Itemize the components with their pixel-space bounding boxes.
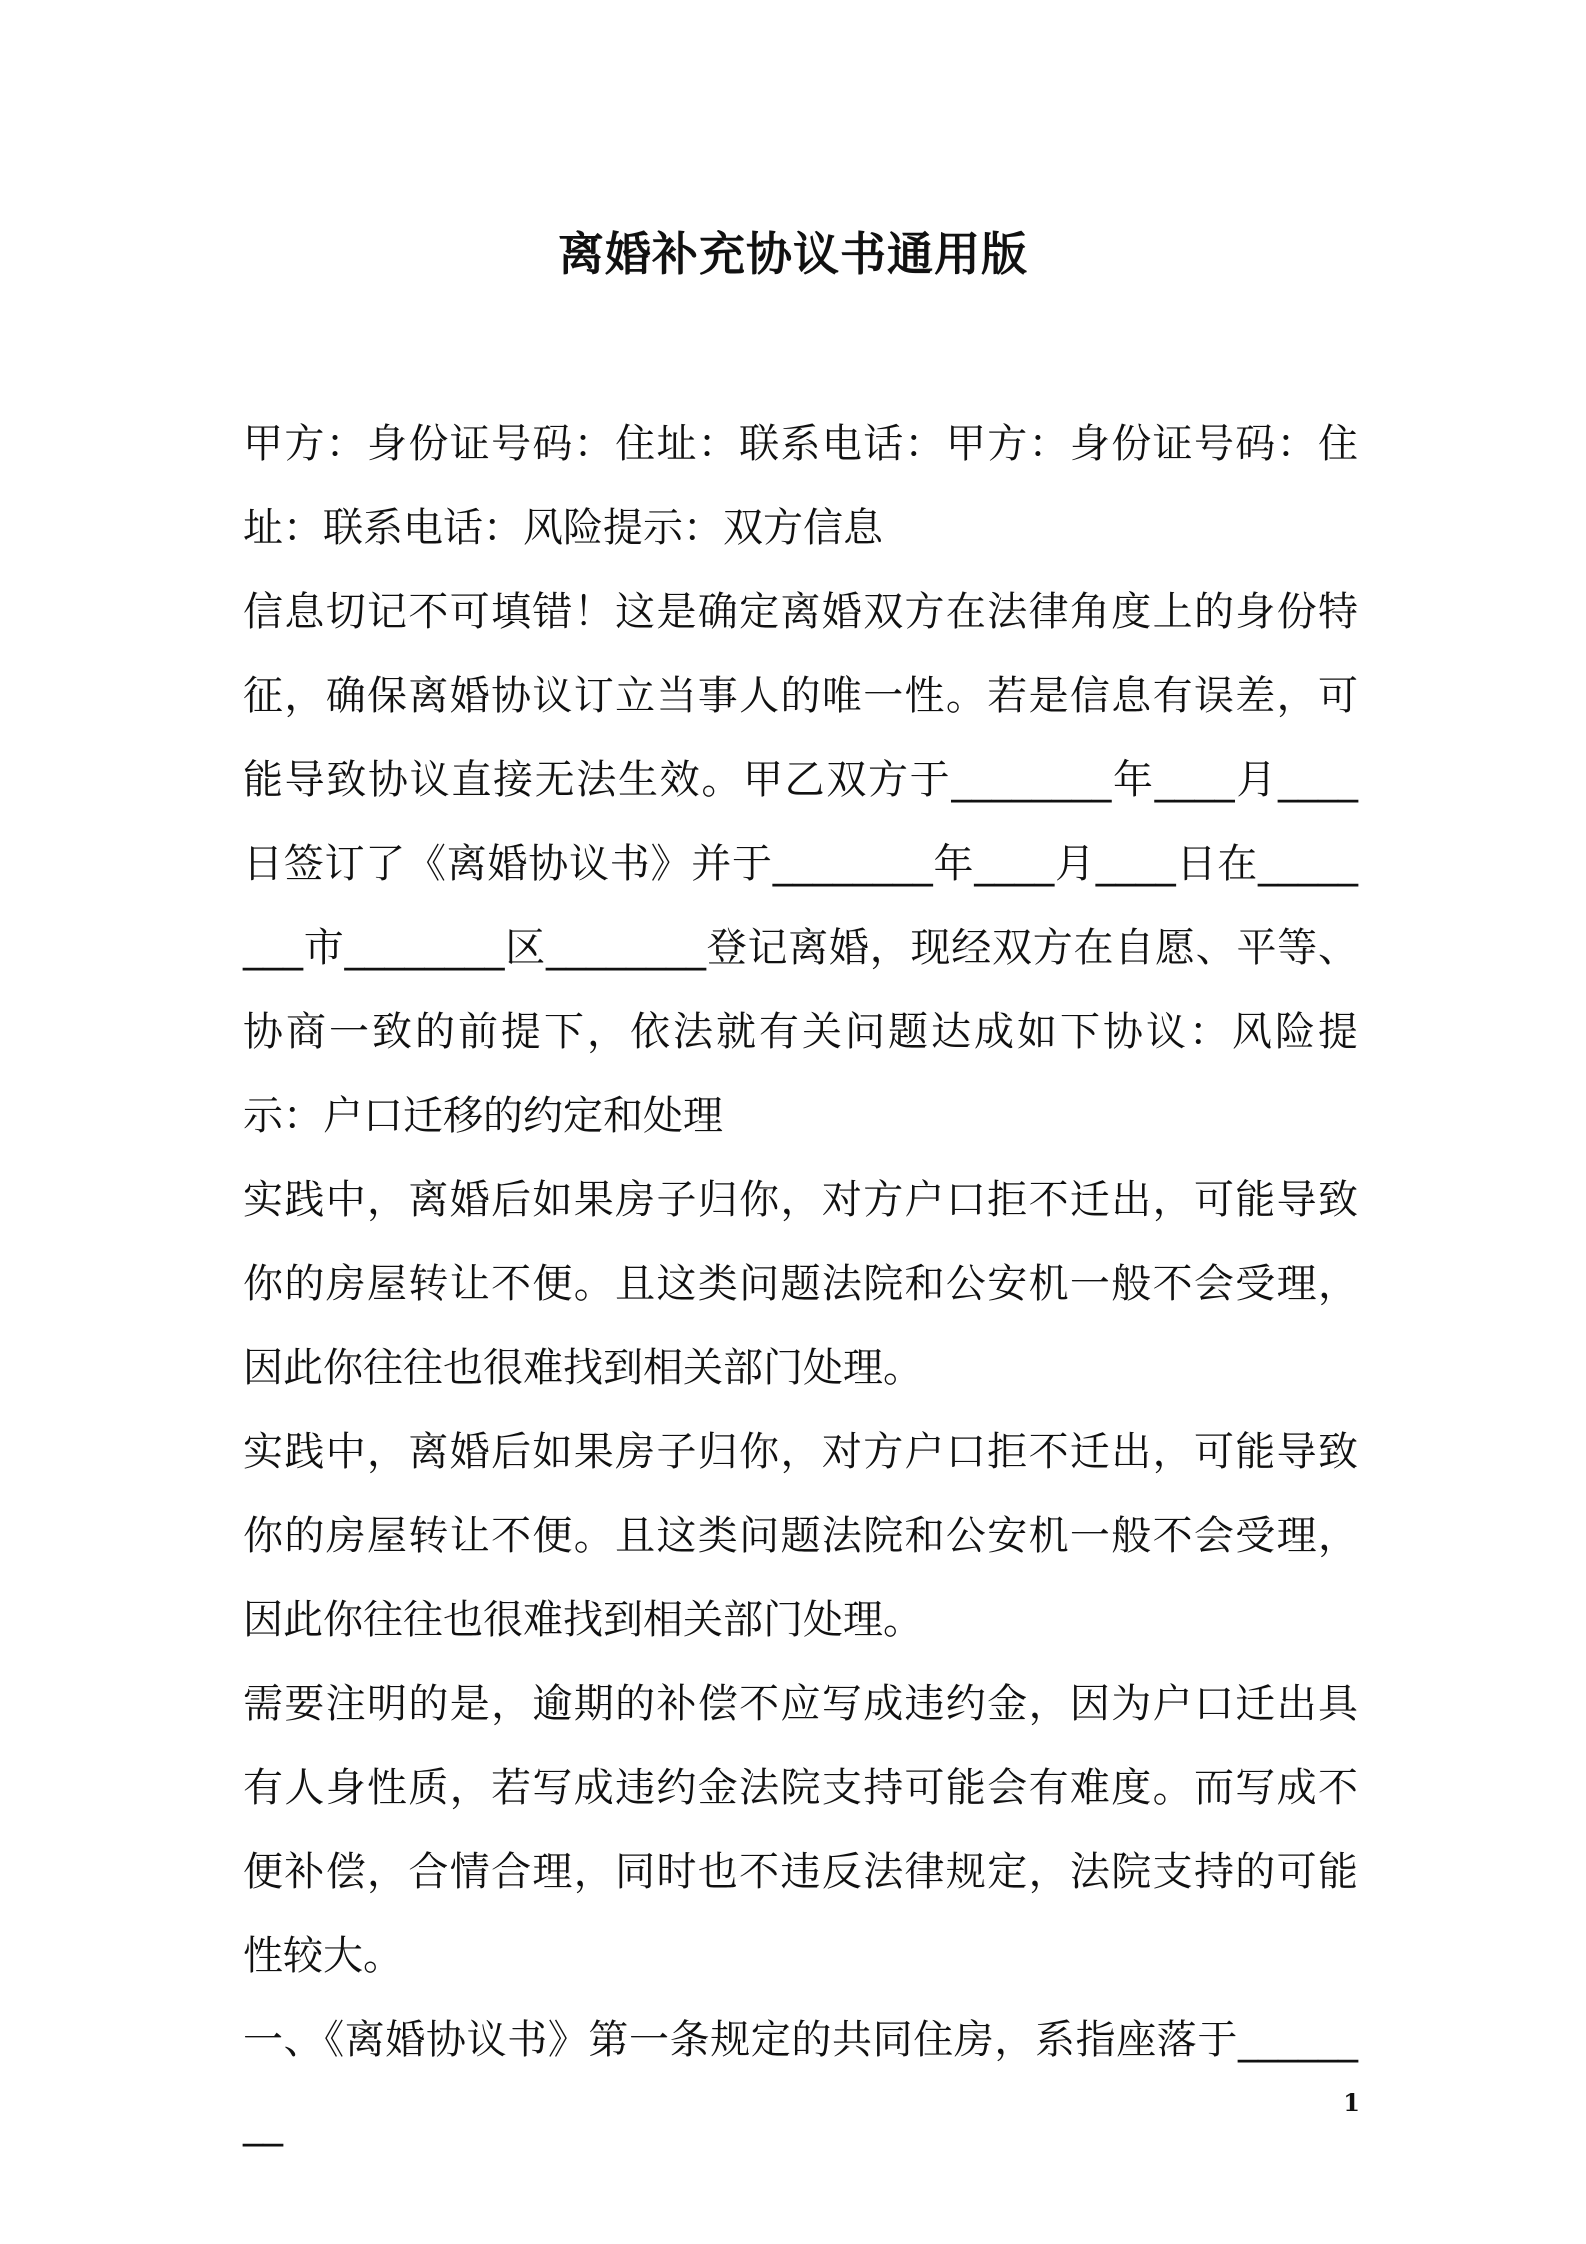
document-title: 离婚补充协议书通用版 xyxy=(558,227,1028,281)
paragraph-party-info: 甲方：身份证号码：住址：联系电话：甲方：身份证号码：住址：联系电话：风险提示：双方信息 xyxy=(243,421,1358,551)
paragraph-practice-2: 实践中，离婚后如果房子归你，对方户口拒不迁出，可能导致你的房屋转让不便。且这类问题法院和公安机一般不会受理，因此你往往也很难找到相关部门处理。 xyxy=(243,1429,1358,1643)
page-number: 1 xyxy=(1343,2088,1360,2117)
document-body xyxy=(243,402,1358,2166)
paragraph-info-warning: 信息切记不可填错！这是确定离婚双方在法律角度上的身份特征，确保离婚协议订立当事人的唯一性。若是信息有误差，可能导致协议直接无法生效。甲乙双方于________年____月____日签订了《离婚协议书》并于________年____月____日在________市________区________登记离婚，现经双方在自愿、平等、协商一致的前提下，依法就有关问题达成如下协议：风险提示：户口迁移的约定和处理 xyxy=(243,589,1358,1139)
paragraph-practice-1: 实践中，离婚后如果房子归你，对方户口拒不迁出，可能导致你的房屋转让不便。且这类问题法院和公安机一般不会受理，因此你往往也很难找到相关部门处理。 xyxy=(243,1177,1358,1391)
paragraph-clause-1: 一、《离婚协议书》第一条规定的共同住房，系指座落于________ xyxy=(243,2017,1358,2147)
paragraph-compensation-note: 需要注明的是，逾期的补偿不应写成违约金，因为户口迁出具有人身性质，若写成违约金法院支持可能会有难度。而写成不便补偿，合情合理，同时也不违反法律规定，法院支持的可能性较大。 xyxy=(243,1681,1358,1979)
